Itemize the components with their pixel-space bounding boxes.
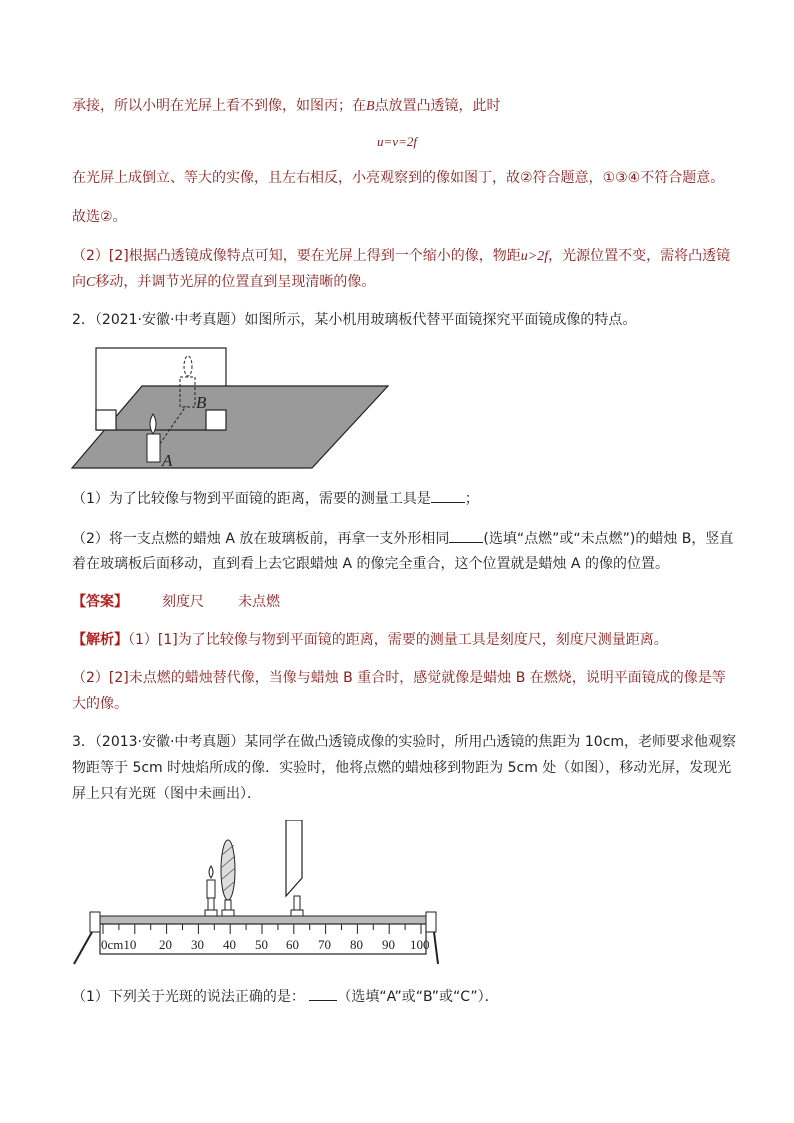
ruler-label-30: 30 xyxy=(191,937,204,952)
q2-glass-plate-figure xyxy=(70,344,390,474)
solution-line-1: 承接，所以小明在光屏上看不到像，如图丙；在B点放置凸透镜，此时 xyxy=(72,98,501,114)
ruler-label-50: 50 xyxy=(255,937,268,952)
bench-clamp-left xyxy=(90,912,100,932)
ruler-label-70: 70 xyxy=(318,937,331,952)
bench-leg-right xyxy=(434,932,438,964)
candle-body xyxy=(207,880,215,898)
q2-answer: 【答案】 刻度尺 未点燃 xyxy=(72,594,280,610)
ruler-label-100: 100 xyxy=(410,937,430,952)
ruler-label-20: 20 xyxy=(159,937,172,952)
q2-analysis-2: （2）[2]未点燃的蜡烛替代像，当像与蜡烛 B 重合时，感觉就像是蜡烛 B 在燃烧，说明平面镜成的像是等 xyxy=(72,670,726,686)
point-b-label: B xyxy=(366,99,375,114)
q2-sub1: （1）为了比较像与物到平面镜的距离，需要的测量工具是 ； xyxy=(72,488,479,509)
ruler-label-0cm10: 0cm10 xyxy=(101,937,137,952)
ruler-label-90: 90 xyxy=(382,937,395,952)
answer-blank[interactable] xyxy=(449,528,483,543)
q2-stem: 2．（2021·安徽·中考真题）如图所示，某小机用玻璃板代替平面镜探究平面镜成像的特点。 xyxy=(72,312,637,328)
ruler-label-40: 40 xyxy=(223,937,236,952)
solution-part2-line-1: （2）[2]根据凸透镜成像特点可知，要在光屏上得到一个缩小的像，物距u>2f，光源位置不变，需将凸透镜 xyxy=(72,248,731,264)
q2-sub2-line-1: （2）将一支点燃的蜡烛 A 放在玻璃板前，再拿一支外形相同 (选填“点燃”或“未点燃”)的蜡烛 B，竖直 xyxy=(72,528,733,549)
label-b: B xyxy=(196,393,207,412)
q2-analysis-3: 大的像。 xyxy=(72,696,128,712)
solution-line-2: 在光屏上成倒立、等大的实像，且左右相反，小亮观察到的像如图丁，故②符合题意，①③④不符合题意。 xyxy=(72,170,725,186)
support-block-left xyxy=(96,410,116,430)
bench-leg-left xyxy=(74,932,92,964)
candle-flame xyxy=(209,866,213,878)
q3-stem-1: 3．（2013·安徽·中考真题）某同学在做凸透镜成像的实验时，所用凸透镜的焦距为 10cm，老师要求他观察 xyxy=(72,734,737,750)
answer-tag: 【答案】 xyxy=(72,594,128,610)
solution-line-3: 故选②。 xyxy=(72,209,127,225)
q3-stem-3: 屏上只有光斑（图中未画出）． xyxy=(72,786,261,802)
answer-blank[interactable] xyxy=(309,986,337,1001)
q2-sub2-line-2: 着在玻璃板后面移动，直到看上去它跟蜡烛 A 的像完全重合，这个位置就是蜡烛 A 的像的位置。 xyxy=(72,556,669,572)
q3-stem-2: 物距等于 5cm 时烛焰所成的像．实验时，他将点燃的蜡烛移到物距为 5cm 处（如图），移动光屏，发现光 xyxy=(72,760,732,776)
candle-b-flame xyxy=(184,356,192,376)
q3-sub1: （1）下列关于光斑的说法正确的是： （选填“A”或“B”或“C”）． xyxy=(72,986,499,1007)
formula-u-v-2f: u=v=2f xyxy=(377,134,417,149)
ruler-label-60: 60 xyxy=(286,937,299,952)
bench-clamp-right xyxy=(426,912,436,932)
q2-analysis-1: 【解析】（1）[1]为了比较像与物到平面镜的距离，需要的测量工具是刻度尺，刻度尺测量距离。 xyxy=(72,632,668,648)
table-surface xyxy=(72,386,388,468)
support-block-right xyxy=(206,410,226,430)
candle-a-body xyxy=(147,434,160,462)
answer-blank[interactable] xyxy=(431,488,465,503)
bench-rail xyxy=(92,916,432,924)
light-screen xyxy=(286,820,302,896)
q3-optical-bench-figure xyxy=(70,820,440,970)
analysis-tag: 【解析】 xyxy=(72,632,128,648)
solution-part2-line-2: 向C移动，并调节光屏的位置直到呈现清晰的像。 xyxy=(72,274,376,290)
label-a: A xyxy=(162,451,173,470)
ruler-label-80: 80 xyxy=(350,937,363,952)
